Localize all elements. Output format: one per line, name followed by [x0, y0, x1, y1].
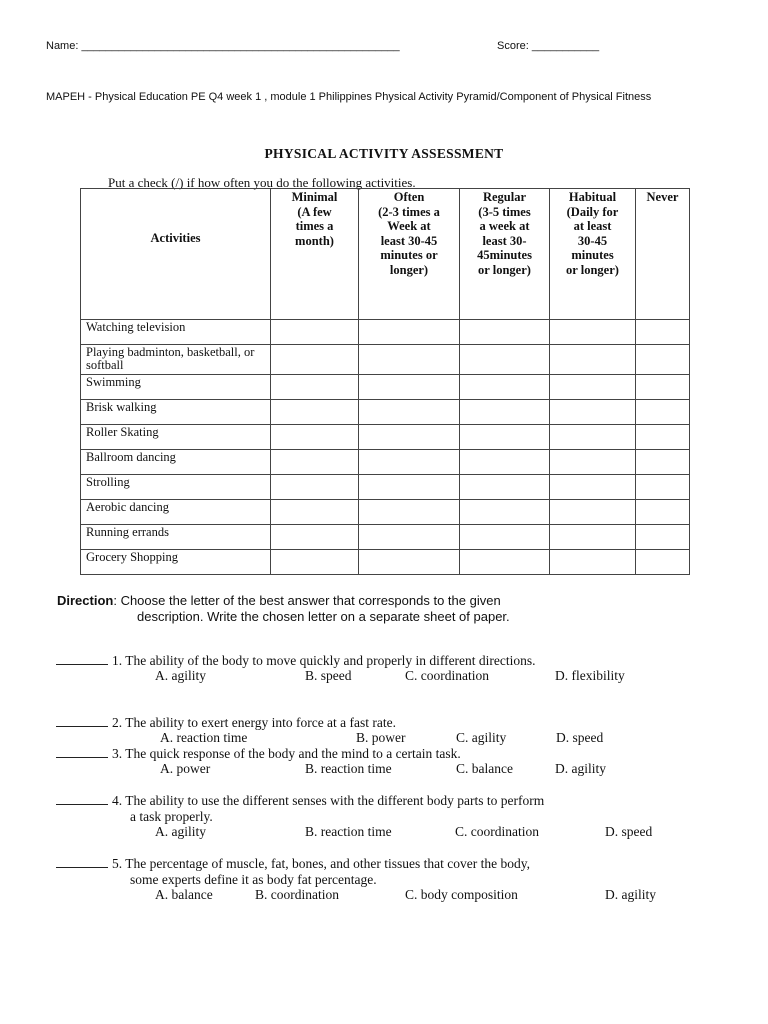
check-cell-minimal[interactable] [271, 475, 359, 500]
answer-blank[interactable] [56, 793, 108, 805]
column-header-regular: Regular (3-5 times a week at least 30- 45minutes or longer) [460, 189, 550, 320]
question-stem: 4. The ability to use the different senses with the different body parts to perform [112, 793, 545, 808]
check-cell-often[interactable] [359, 375, 460, 400]
answer-option: C. coordination [455, 824, 539, 839]
activity-name: Running errands [81, 525, 271, 550]
check-cell-regular[interactable] [460, 450, 550, 475]
check-cell-never[interactable] [636, 400, 690, 425]
check-cell-minimal[interactable] [271, 525, 359, 550]
activity-name: Playing badminton, basketball, or softball [81, 345, 271, 375]
answer-option: D. speed [556, 730, 604, 745]
check-cell-minimal[interactable] [271, 550, 359, 575]
check-cell-never[interactable] [636, 450, 690, 475]
activity-name: Strolling [81, 475, 271, 500]
check-cell-habitual[interactable] [550, 345, 636, 375]
answer-option: D. agility [555, 761, 606, 776]
check-cell-regular[interactable] [460, 475, 550, 500]
direction-text [57, 593, 717, 625]
check-cell-often[interactable] [359, 525, 460, 550]
check-cell-habitual[interactable] [550, 375, 636, 400]
name-field[interactable]: Name: ____________________________________________________ [46, 40, 400, 52]
answer-option: D. speed [605, 824, 653, 839]
score-field[interactable]: Score: ___________ [497, 40, 600, 52]
table-row [81, 475, 690, 500]
activity-name: Aerobic dancing [81, 500, 271, 525]
activity-name: Brisk walking [81, 400, 271, 425]
answer-option: C. body composition [405, 887, 518, 902]
column-header-habitual: Habitual (Daily for at least 30-45 minutes or longer) [550, 189, 636, 320]
check-cell-regular[interactable] [460, 320, 550, 345]
activity-name: Watching television [81, 320, 271, 345]
direction-label: Direction [57, 593, 114, 608]
answer-option: B. coordination [255, 887, 339, 902]
check-cell-habitual[interactable] [550, 500, 636, 525]
column-header-activities: Activities [81, 189, 271, 320]
answer-option: B. power [356, 730, 406, 745]
table-row [81, 525, 690, 550]
table-row [81, 450, 690, 475]
activity-name: Grocery Shopping [81, 550, 271, 575]
answer-option: B. speed [305, 668, 352, 683]
check-cell-never[interactable] [636, 345, 690, 375]
answer-option: C. balance [456, 761, 513, 776]
check-cell-never[interactable] [636, 425, 690, 450]
activity-name: Swimming [81, 375, 271, 400]
question-4 [56, 793, 544, 824]
question-stem-continued: a task properly. [130, 808, 213, 824]
check-cell-often[interactable] [359, 400, 460, 425]
activity-name: Roller Skating [81, 425, 271, 450]
check-cell-often[interactable] [359, 425, 460, 450]
direction-line-2: description. Write the chosen letter on a separate sheet of paper. [137, 609, 510, 624]
check-cell-regular[interactable] [460, 500, 550, 525]
direction-line-1: : Choose the letter of the best answer that corresponds to the given [113, 593, 501, 608]
check-cell-minimal[interactable] [271, 500, 359, 525]
check-cell-never[interactable] [636, 550, 690, 575]
subject-heading: MAPEH - Physical Education PE Q4 week 1 , module 1 Philippines Physical Activity Pyramid/Component of Physical Fitness [46, 91, 652, 103]
answer-option: C. coordination [405, 668, 489, 683]
check-cell-regular[interactable] [460, 425, 550, 450]
table-row [81, 425, 690, 450]
assessment-instruction: Put a check (/) if how often you do the following activities. [108, 175, 416, 190]
check-cell-regular[interactable] [460, 345, 550, 375]
check-cell-often[interactable] [359, 500, 460, 525]
check-cell-habitual[interactable] [550, 320, 636, 345]
table-row [81, 375, 690, 400]
table-row [81, 500, 690, 525]
answer-option: B. reaction time [305, 824, 392, 839]
answer-blank[interactable] [56, 653, 108, 665]
check-cell-never[interactable] [636, 525, 690, 550]
answer-option: B. reaction time [305, 761, 392, 776]
check-cell-never[interactable] [636, 320, 690, 345]
check-cell-often[interactable] [359, 450, 460, 475]
column-header-often: Often (2-3 times a Week at least 30-45 minutes or longer) [359, 189, 460, 320]
question-stem: 1. The ability of the body to move quickly and properly in different directions. [112, 653, 536, 668]
check-cell-minimal[interactable] [271, 320, 359, 345]
answer-blank[interactable] [56, 715, 108, 727]
check-cell-habitual[interactable] [550, 400, 636, 425]
check-cell-often[interactable] [359, 345, 460, 375]
check-cell-regular[interactable] [460, 525, 550, 550]
check-cell-habitual[interactable] [550, 475, 636, 500]
answer-option: D. agility [605, 887, 656, 902]
check-cell-regular[interactable] [460, 400, 550, 425]
check-cell-regular[interactable] [460, 550, 550, 575]
check-cell-often[interactable] [359, 475, 460, 500]
table-row [81, 320, 690, 345]
activity-table [80, 188, 690, 575]
question-3 [56, 746, 461, 762]
table-row [81, 400, 690, 425]
check-cell-minimal[interactable] [271, 345, 359, 375]
answer-option: C. agility [456, 730, 507, 745]
answer-blank[interactable] [56, 856, 108, 868]
check-cell-habitual[interactable] [550, 550, 636, 575]
check-cell-minimal[interactable] [271, 450, 359, 475]
question-stem: 2. The ability to exert energy into force at a fast rate. [112, 715, 397, 730]
check-cell-habitual[interactable] [550, 425, 636, 450]
question-5 [56, 856, 530, 887]
check-cell-often[interactable] [359, 550, 460, 575]
check-cell-minimal[interactable] [271, 400, 359, 425]
table-header-row [81, 189, 690, 320]
check-cell-habitual[interactable] [550, 525, 636, 550]
answer-option: A. agility [155, 668, 206, 683]
answer-blank[interactable] [56, 746, 108, 758]
answer-option: A. agility [155, 824, 206, 839]
answer-option: D. flexibility [555, 668, 625, 683]
check-cell-minimal[interactable] [271, 375, 359, 400]
column-header-minimal: Minimal (A few times a month) [271, 189, 359, 320]
answer-option: A. power [160, 761, 211, 776]
check-cell-habitual[interactable] [550, 450, 636, 475]
table-row [81, 345, 690, 375]
answer-option: A. reaction time [160, 730, 248, 745]
check-cell-never[interactable] [636, 475, 690, 500]
activity-name: Ballroom dancing [81, 450, 271, 475]
question-stem: 5. The percentage of muscle, fat, bones, and other tissues that cover the body, [112, 856, 530, 871]
question-stem-continued: some experts define it as body fat percentage. [130, 871, 377, 887]
answer-option: A. balance [155, 887, 213, 902]
question-stem: 3. The quick response of the body and the mind to a certain task. [112, 746, 461, 761]
check-cell-never[interactable] [636, 375, 690, 400]
assessment-title: PHYSICAL ACTIVITY ASSESSMENT [264, 146, 504, 161]
check-cell-minimal[interactable] [271, 425, 359, 450]
question-2 [56, 715, 396, 731]
check-cell-often[interactable] [359, 320, 460, 345]
question-1 [56, 653, 536, 669]
check-cell-regular[interactable] [460, 375, 550, 400]
check-cell-never[interactable] [636, 500, 690, 525]
column-header-never: Never [636, 189, 690, 320]
table-row [81, 550, 690, 575]
